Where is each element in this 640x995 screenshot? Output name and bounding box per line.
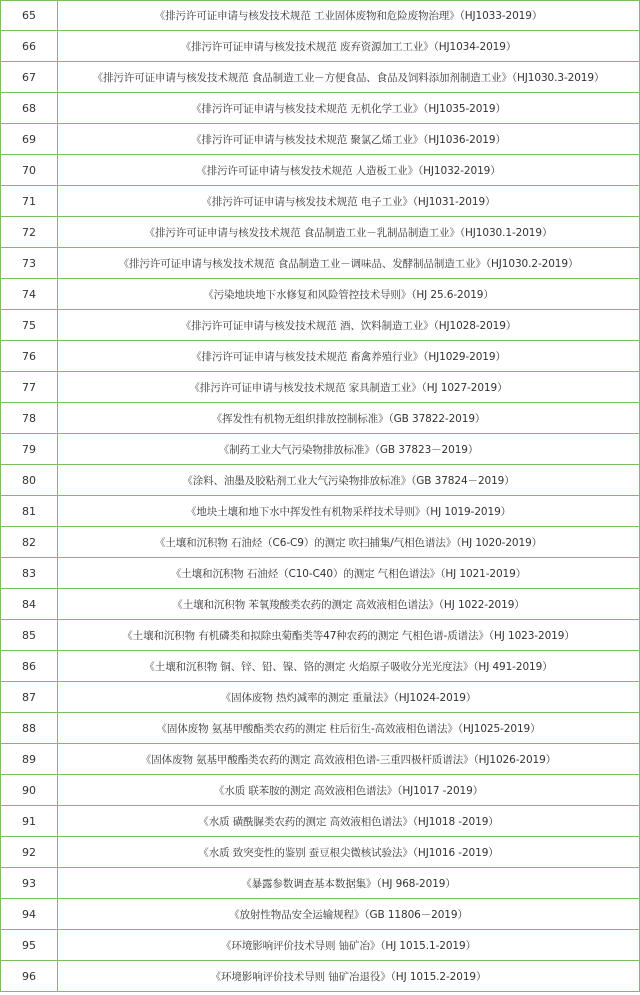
standard-title: 《排污许可证申请与核发技术规范 家具制造工业》（HJ 1027-2019）	[189, 381, 508, 394]
standard-title: 《排污许可证申请与核发技术规范 工业固体废物和危险废物治理》（HJ1033-2019）	[154, 10, 543, 22]
standard-title: 《土壤和沉积物 石油烃（C10-C40）的测定 气相色谱法》（HJ 1021-2019）	[170, 567, 527, 580]
row-number: 74	[1, 279, 58, 309]
standard-title: 《固体废物 热灼减率的测定 重量法》（HJ1024-2019）	[220, 691, 477, 704]
table-row	[1, 651, 639, 682]
standard-title: 《挥发性有机物无组织排放控制标准》（GB 37822-2019）	[211, 412, 486, 425]
standard-title: 《固体废物 氨基甲酸酯类农药的测定 柱后衍生-高效液相色谱法》（HJ1025-2019）	[156, 722, 541, 735]
standard-title: 《排污许可证申请与核发技术规范 酒、饮料制造工业》（HJ1028-2019）	[180, 319, 517, 332]
table-row	[1, 806, 639, 837]
row-number: 95	[1, 930, 58, 960]
row-number: 78	[1, 403, 58, 433]
table-row	[1, 403, 639, 434]
standard-title: 《排污许可证申请与核发技术规范 聚氯乙烯工业》（HJ1036-2019）	[191, 133, 506, 146]
table-row	[1, 961, 639, 992]
standard-title: 《排污许可证申请与核发技术规范 食品制造工业－乳制品制造工业》（HJ1030.1-2019）	[144, 226, 553, 239]
row-number: 71	[1, 186, 58, 216]
table-row	[1, 434, 639, 465]
table-row	[1, 465, 639, 496]
row-number: 85	[1, 620, 58, 650]
table-row	[1, 868, 639, 899]
table-row	[1, 682, 639, 713]
standard-title: 《地块土壤和地下水中挥发性有机物采样技术导则》（HJ 1019-2019）	[185, 505, 512, 518]
table-row	[1, 0, 639, 31]
standard-title: 《排污许可证申请与核发技术规范 畜禽养殖行业》（HJ1029-2019）	[191, 350, 506, 363]
standard-title: 《暴露参数调查基本数据集》（HJ 968-2019）	[241, 877, 456, 890]
row-number: 84	[1, 589, 58, 619]
standard-title: 《水质 致突变性的鉴别 蚕豆根尖微核试验法》（HJ1016 -2019）	[198, 846, 499, 859]
table-row	[1, 837, 639, 868]
standard-title: 《制药工业大气污染物排放标准》（GB 37823－2019）	[218, 443, 479, 456]
table-row	[1, 558, 639, 589]
standard-title: 《固体废物 氨基甲酸酯类农药的测定 高效液相色谱-三重四极杆质谱法》（HJ1026-2019）	[140, 753, 557, 766]
standard-title: 《涂料、油墨及胶粘剂工业大气污染物排放标准》（GB 37824－2019）	[182, 474, 515, 487]
standard-title: 《排污许可证申请与核发技术规范 无机化学工业》（HJ1035-2019）	[191, 102, 506, 115]
standard-title: 《污染地块地下水修复和风险管控技术导则》（HJ 25.6-2019）	[203, 288, 494, 301]
standard-title: 《排污许可证申请与核发技术规范 食品制造工业－调味品、发酵制品制造工业》（HJ1030.2-2019）	[118, 257, 579, 270]
row-number: 82	[1, 527, 58, 557]
row-number: 75	[1, 310, 58, 340]
standard-title: 《排污许可证申请与核发技术规范 食品制造工业－方便食品、食品及饲料添加剂制造工业》（HJ1030.3-2019）	[92, 71, 605, 84]
table-row	[1, 744, 639, 775]
table-row	[1, 124, 639, 155]
table-row	[1, 248, 639, 279]
table-row	[1, 155, 639, 186]
row-number: 91	[1, 806, 58, 836]
table-row	[1, 341, 639, 372]
row-number: 70	[1, 155, 58, 185]
table-row	[1, 31, 639, 62]
table-row	[1, 713, 639, 744]
row-number: 94	[1, 899, 58, 929]
row-number: 72	[1, 217, 58, 247]
row-number: 93	[1, 868, 58, 898]
row-number: 83	[1, 558, 58, 588]
row-number: 86	[1, 651, 58, 681]
row-number: 81	[1, 496, 58, 526]
table-row	[1, 899, 639, 930]
table-row	[1, 775, 639, 806]
table-row	[1, 310, 639, 341]
row-number: 96	[1, 961, 58, 991]
row-number: 67	[1, 62, 58, 92]
table-row	[1, 372, 639, 403]
table-row	[1, 186, 639, 217]
row-number: 77	[1, 372, 58, 402]
table-row	[1, 496, 639, 527]
row-number: 90	[1, 775, 58, 805]
row-number: 89	[1, 744, 58, 774]
row-number: 69	[1, 124, 58, 154]
standard-title: 《土壤和沉积物 有机磷类和拟除虫菊酯类等47种农药的测定 气相色谱-质谱法》（HJ 1023-2019）	[122, 629, 575, 642]
row-number: 79	[1, 434, 58, 464]
standard-title: 《环境影响评价技术导则 铀矿冶》（HJ 1015.1-2019）	[221, 939, 476, 952]
standard-title: 《环境影响评价技术导则 铀矿冶退役》（HJ 1015.2-2019）	[210, 970, 487, 983]
row-number: 73	[1, 248, 58, 278]
row-number: 76	[1, 341, 58, 371]
standard-title: 《土壤和沉积物 石油烃（C6-C9）的测定 吹扫捕集/气相色谱法》（HJ 1020-2019）	[154, 536, 543, 549]
table-row	[1, 62, 639, 93]
table-row	[1, 217, 639, 248]
table-row	[1, 620, 639, 651]
standard-title: 《排污许可证申请与核发技术规范 人造板工业》（HJ1032-2019）	[196, 164, 501, 177]
table-row	[1, 93, 639, 124]
row-number: 87	[1, 682, 58, 712]
table-row	[1, 279, 639, 310]
standard-title: 《排污许可证申请与核发技术规范 电子工业》（HJ1031-2019）	[201, 195, 496, 208]
standard-title: 《水质 磺酰脲类农药的测定 高效液相色谱法》（HJ1018 -2019）	[198, 815, 499, 828]
row-number: 92	[1, 837, 58, 867]
row-number: 88	[1, 713, 58, 743]
table-row	[1, 930, 639, 961]
row-number: 80	[1, 465, 58, 495]
row-number: 65	[1, 1, 58, 30]
row-number: 66	[1, 31, 58, 61]
table-row	[1, 589, 639, 620]
table-row	[1, 527, 639, 558]
standard-title: 《水质 联苯胺的测定 高效液相色谱法》（HJ1017 -2019）	[213, 784, 484, 797]
standard-title: 《排污许可证申请与核发技术规范 废弃资源加工工业》（HJ1034-2019）	[180, 40, 517, 53]
standard-title: 《放射性物品安全运输规程》（GB 11806－2019）	[229, 908, 468, 921]
standard-title: 《土壤和沉积物 铜、锌、铅、镍、铬的测定 火焰原子吸收分光光度法》（HJ 491-2019）	[144, 660, 553, 673]
row-number: 68	[1, 93, 58, 123]
standard-title: 《土壤和沉积物 苯氧羧酸类农药的测定 高效液相色谱法》（HJ 1022-2019）	[172, 598, 525, 611]
